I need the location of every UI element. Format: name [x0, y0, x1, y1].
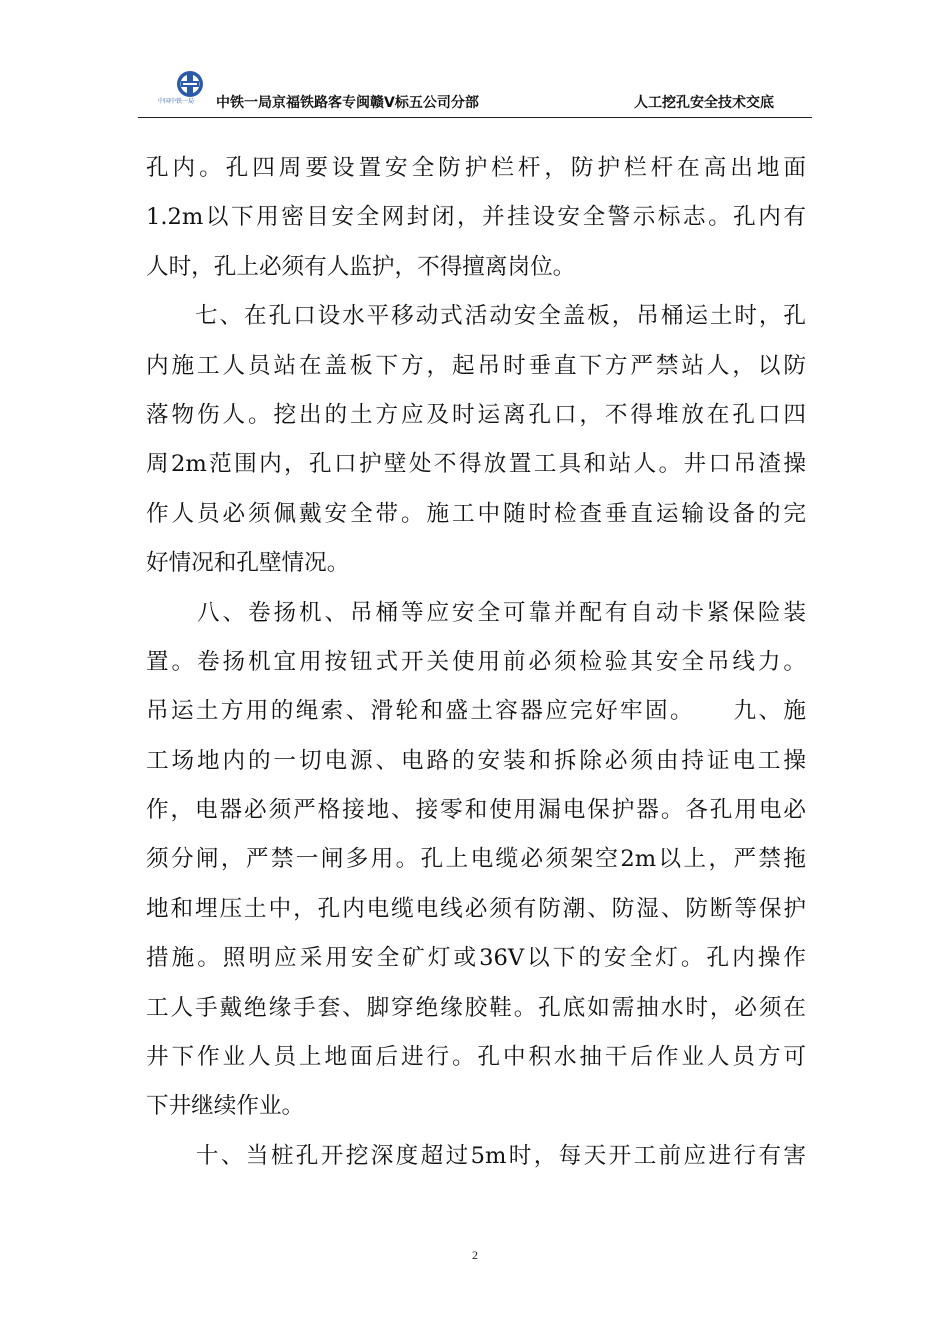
- header-org-title: 中铁一局京福铁路客专闽赣Ⅴ标五公司分部: [216, 95, 479, 111]
- body-line: 地和埋压土中，孔内电缆电线必须有防潮、防湿、防断等保护: [146, 895, 806, 922]
- body-line: 人时，孔上必须有人监护，不得擅离岗位。: [146, 253, 576, 280]
- body-line: 作，电器必须严格接地、接零和使用漏电保护器。各孔用电必: [146, 797, 806, 824]
- body-line: 周2m范围内，孔口护壁处不得放置工具和站人。井口吊渣操: [146, 451, 806, 478]
- body-line: 置。卷扬机宜用按钮式开关使用前必须检验其安全吊线力。: [146, 648, 806, 675]
- company-logo-icon: [166, 68, 214, 112]
- body-line: 下井继续作业。: [146, 1093, 305, 1120]
- body-line: 作人员必须佩戴安全带。施工中随时检查垂直运输设备的完: [146, 500, 806, 527]
- body-line: 七、在孔口设水平移动式活动安全盖板，吊桶运土时，孔: [146, 303, 806, 330]
- body-line: 孔内。孔四周要设置安全防护栏杆，防护栏杆在高出地面: [146, 155, 806, 181]
- body-line: 吊运土方用的绳索、滑轮和盛土容器应完好牢固。 九、施: [146, 698, 806, 725]
- body-line: 工人手戴绝缘手套、脚穿绝缘胶鞋。孔底如需抽水时，必须在: [146, 994, 806, 1021]
- header-doc-title: 人工挖孔安全技术交底: [634, 95, 774, 111]
- body-line: 1.2m以下用密目安全网封闭，并挂设安全警示标志。孔内有: [146, 204, 806, 231]
- header-divider: [138, 117, 812, 118]
- page-number: 2: [472, 1248, 478, 1262]
- body-line: 内施工人员站在盖板下方，起吊时垂直下方严禁站人，以防: [146, 352, 806, 379]
- body-line: 工场地内的一切电源、电路的安装和拆除必须由持证电工操: [146, 747, 806, 774]
- logo-caption: 中国中铁一局: [158, 98, 195, 105]
- page-header: [138, 66, 812, 118]
- body-line: 八、卷扬机、吊桶等应安全可靠并配有自动卡紧保险装: [146, 599, 806, 626]
- body-line: 好情况和孔壁情况。: [146, 550, 350, 577]
- document-body: [146, 144, 806, 1181]
- body-line: 须分闸，严禁一闸多用。孔上电缆必须架空2m以上，严禁拖: [146, 846, 806, 873]
- body-line: 落物伤人。挖出的土方应及时运离孔口，不得堆放在孔口四: [146, 401, 806, 428]
- body-line: 十、当桩孔开挖深度超过5m时，每天开工前应进行有害: [146, 1142, 806, 1169]
- body-line: 措施。照明应采用安全矿灯或36V以下的安全灯。孔内操作: [146, 945, 806, 972]
- body-line: 井下作业人员上地面后进行。孔中积水抽干后作业人员方可: [146, 1044, 806, 1071]
